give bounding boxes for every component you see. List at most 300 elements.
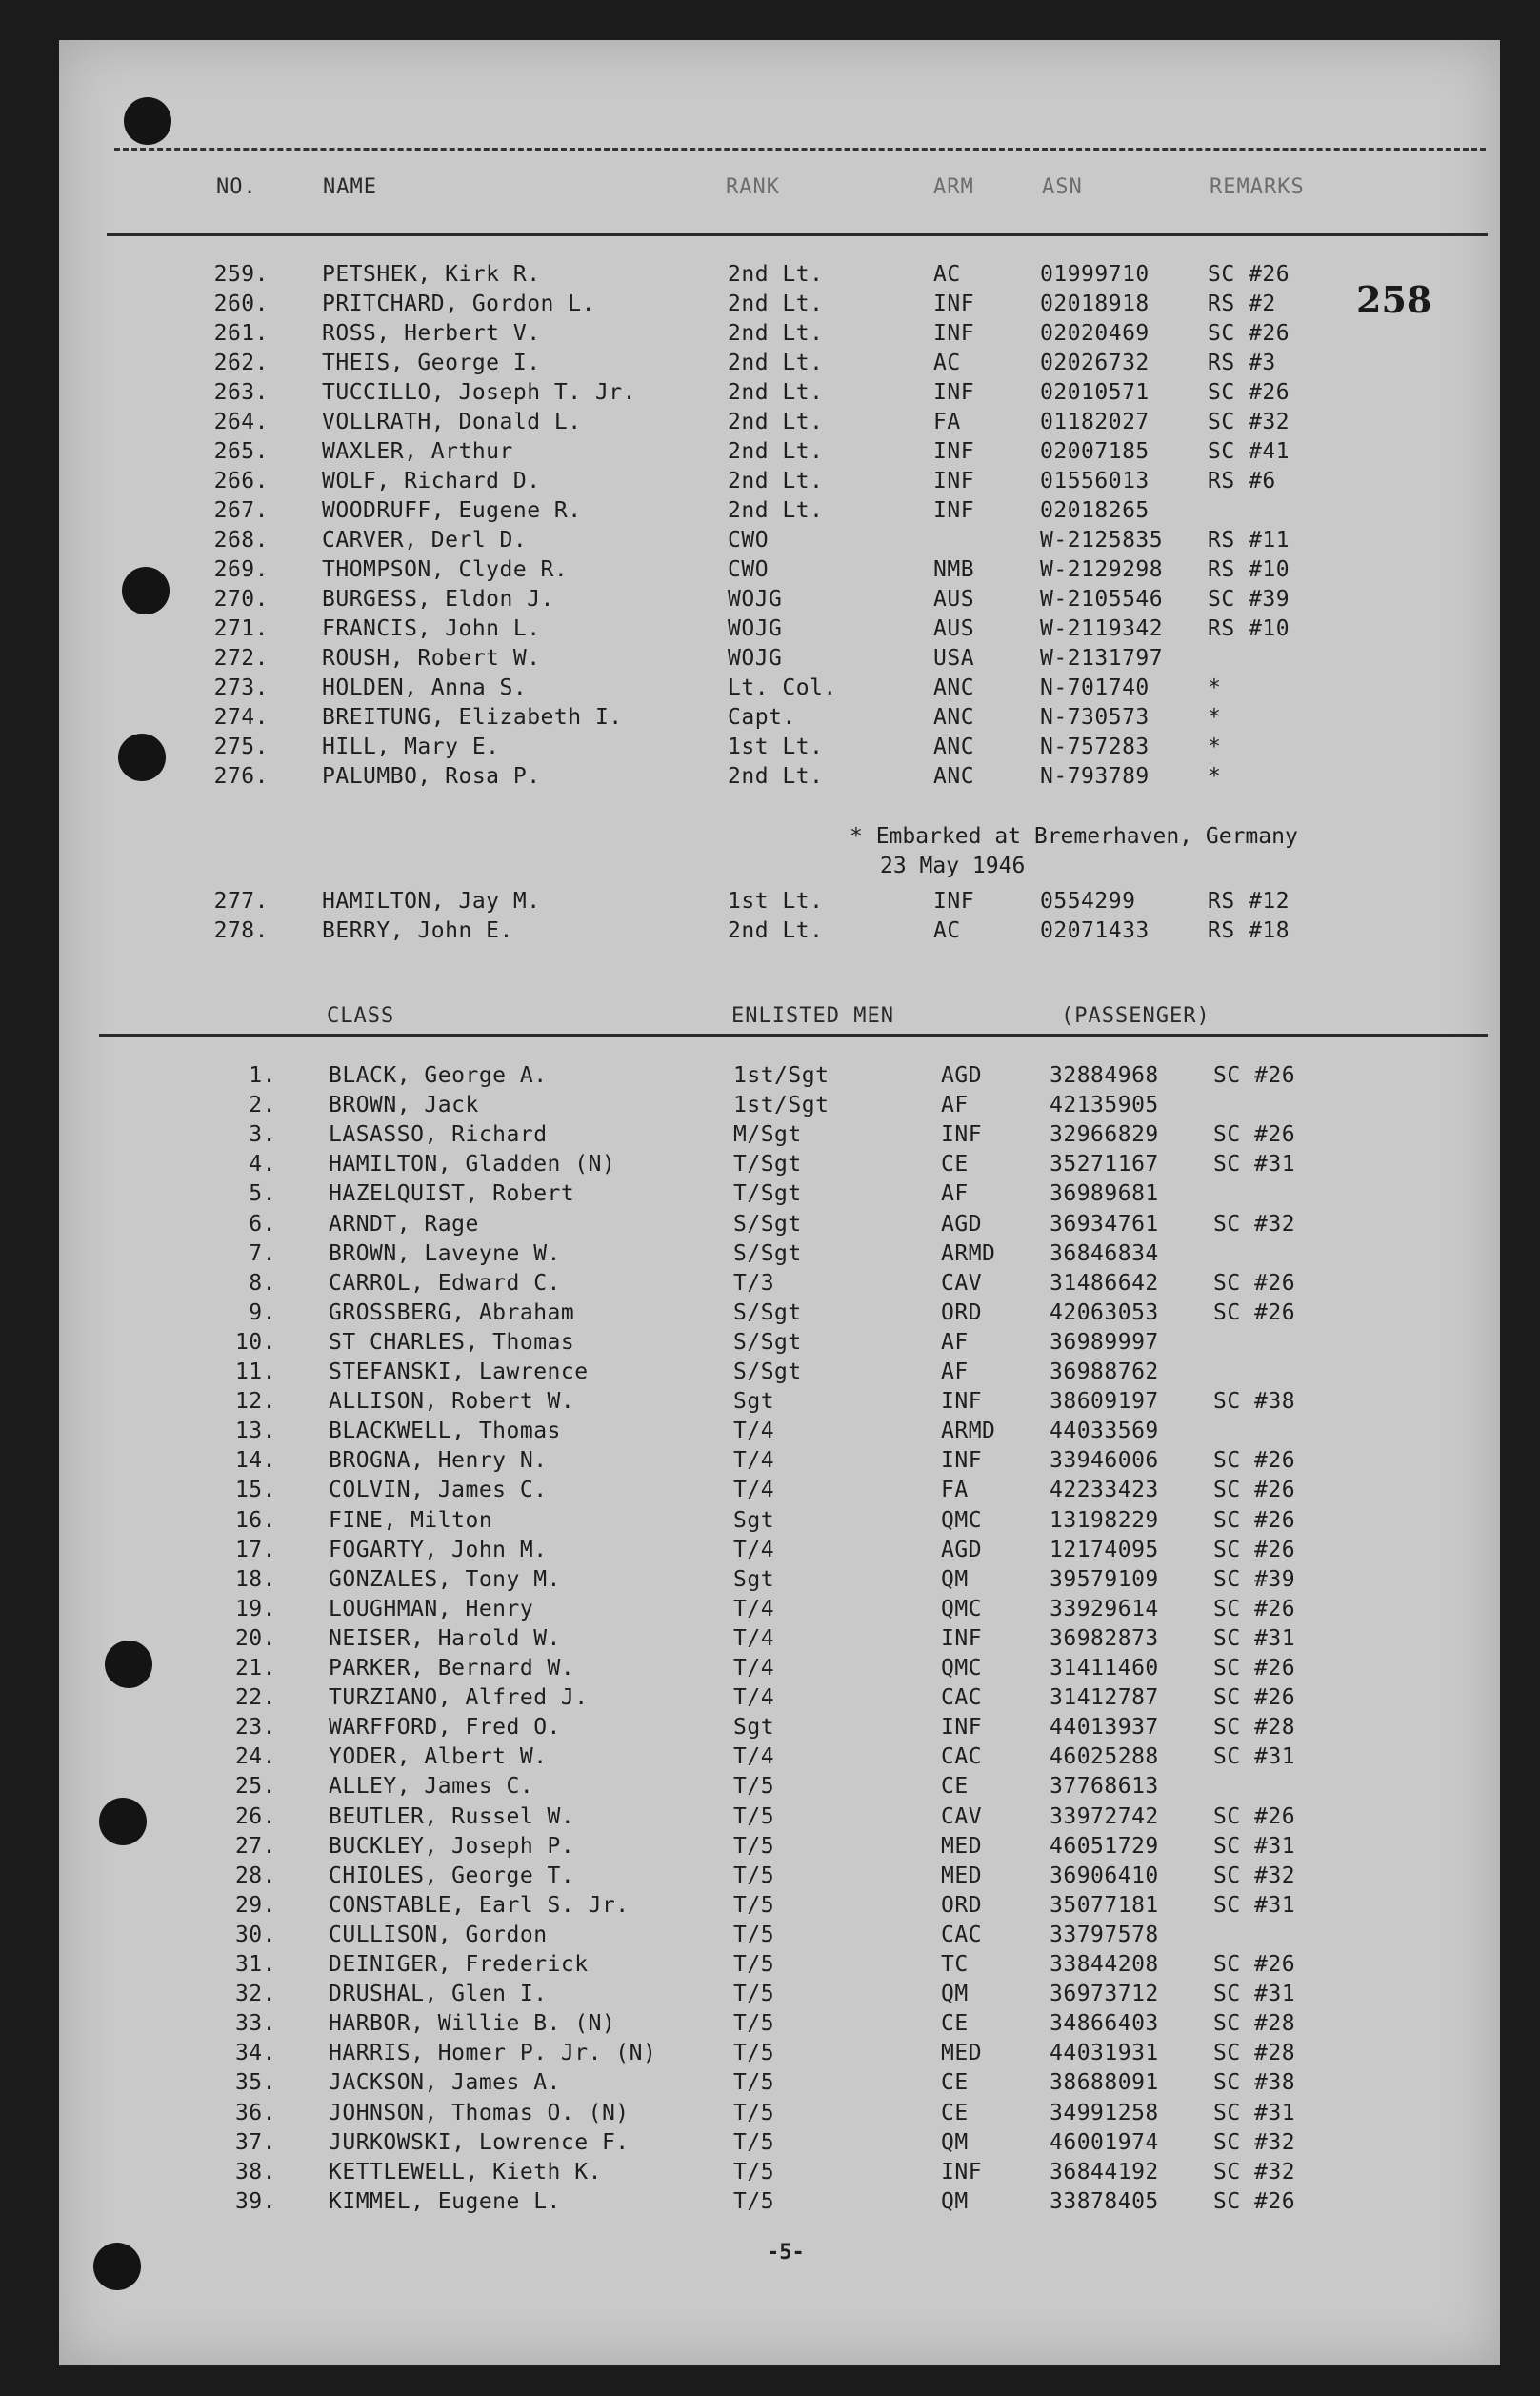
cell-no: 15. [234,1478,276,1503]
cell-name: BROWN, Jack [329,1093,479,1118]
cell-name: BROWN, Laveyne W. [329,1240,561,1266]
cell-arm: INF [933,439,975,464]
cell-name: ROSS, Herbert V. [322,321,541,346]
cell-no: 6. [249,1211,276,1237]
cell-arm: AF [941,1329,969,1355]
cell-rank: Sgt [733,1566,775,1592]
cell-arm: CE [941,1152,969,1178]
cell-remarks: SC #31 [1213,1833,1296,1859]
cell-rank: T/4 [733,1537,775,1562]
cell-asn: 01556013 [1040,469,1150,493]
table-row [59,1179,1488,1209]
cell-no: 23. [234,1715,276,1741]
cell-no: 14. [234,1448,276,1474]
cell-arm: QMC [941,1596,983,1621]
cell-asn: 02071433 [1040,918,1150,943]
cell-remarks: SC #31 [1213,1625,1296,1651]
cell-remarks: SC #41 [1208,439,1290,464]
table-row [59,319,1488,349]
cell-rank: 2nd Lt. [728,321,824,346]
cell-remarks: SC #38 [1213,1389,1296,1415]
cell-rank: WOJG [728,616,783,641]
cell-arm: CE [941,2011,969,2037]
cell-name: BLACKWELL, Thomas [329,1419,561,1444]
cell-name: HAMILTON, Jay M. [322,889,541,914]
cell-name: ST CHARLES, Thomas [329,1329,575,1355]
cell-asn: 33797578 [1050,1922,1159,1947]
cell-name: COLVIN, James C. [329,1478,548,1503]
cell-rank: Sgt [733,1715,775,1741]
cell-remarks: SC #32 [1208,410,1290,434]
cell-asn: N-793789 [1040,764,1150,789]
table-row [59,1506,1488,1536]
footnote-line-2: 23 May 1946 [880,854,1026,878]
col-header-arm: ARM [933,175,974,199]
col-header-rank: RANK [726,175,780,199]
cell-arm: AC [933,918,961,943]
cell-asn: W-2105546 [1040,587,1164,612]
table-row [59,1742,1488,1772]
cell-rank: T/5 [733,1803,775,1829]
cell-remarks: SC #26 [1208,262,1290,287]
cell-remarks: SC #26 [1213,1478,1296,1503]
cell-name: CULLISON, Gordon [329,1922,548,1947]
cell-remarks: SC #39 [1208,587,1290,612]
cell-arm: CAC [941,1685,983,1711]
cell-rank: Sgt [733,1507,775,1533]
cell-no: 262. [213,351,269,375]
cell-name: DEINIGER, Frederick [329,1952,589,1977]
cell-remarks: SC #26 [1213,1507,1296,1533]
cell-rank: T/4 [733,1478,775,1503]
cell-rank: 1st Lt. [728,889,824,914]
cell-no: 10. [234,1329,276,1355]
cell-asn: 13198229 [1050,1507,1159,1533]
cell-arm: AF [941,1359,969,1384]
table-row [59,1624,1488,1654]
cell-arm: ANC [933,735,975,759]
cell-name: ALLISON, Robert W. [329,1389,575,1415]
table-row [59,1150,1488,1179]
cell-arm: TC [941,1952,969,1977]
cell-arm: INF [933,292,975,316]
cell-arm: QMC [941,1507,983,1533]
cell-rank: S/Sgt [733,1329,802,1355]
cell-rank: T/5 [733,2159,775,2185]
cell-name: DRUSHAL, Glen I. [329,1982,548,2007]
cell-asn: 33929614 [1050,1596,1159,1621]
cell-rank: 1st/Sgt [733,1063,830,1088]
cell-asn: 38688091 [1050,2070,1159,2096]
cell-asn: 31411460 [1050,1656,1159,1681]
table-row [59,2128,1488,2158]
cell-rank: T/4 [733,1448,775,1474]
cell-asn: 31486642 [1050,1270,1159,1296]
cell-no: 2. [249,1093,276,1118]
cell-arm: AF [941,1181,969,1207]
cell-remarks: SC #26 [1213,1537,1296,1562]
cell-rank: S/Sgt [733,1359,802,1384]
cell-arm: INF [941,1448,983,1474]
cell-name: FINE, Milton [329,1507,493,1533]
cell-arm: CAV [941,1270,983,1296]
cell-rank: T/5 [733,1982,775,2007]
table-row [59,2158,1488,2187]
cell-name: ROUSH, Robert W. [322,646,541,671]
cell-rank: 2nd Lt. [728,764,824,789]
cell-asn: W-2119342 [1040,616,1164,641]
cell-name: CONSTABLE, Earl S. Jr. [329,1892,630,1918]
cell-name: TURZIANO, Alfred J. [329,1685,589,1711]
cell-remarks: SC #26 [1208,321,1290,346]
cell-name: HARBOR, Willie B. (N) [329,2011,616,2037]
cell-remarks: SC #26 [1213,1270,1296,1296]
cell-arm: QM [941,2188,969,2214]
table-row [59,1536,1488,1565]
cell-rank: T/5 [733,2188,775,2214]
cell-arm: ANC [933,705,975,730]
cell-remarks: SC #32 [1213,1862,1296,1888]
cell-name: VOLLRATH, Donald L. [322,410,582,434]
cell-no: 37. [234,2129,276,2155]
cell-name: PETSHEK, Kirk R. [322,262,541,287]
cell-no: 24. [234,1744,276,1770]
table-row [59,1891,1488,1921]
cell-no: 38. [234,2159,276,2185]
cell-no: 267. [213,498,269,523]
cell-arm: INF [933,498,975,523]
cell-remarks: SC #39 [1213,1566,1296,1592]
col-header-no: NO. [216,175,257,199]
cell-no: 31. [234,1952,276,1977]
cell-arm: FA [941,1478,969,1503]
table-row [59,1980,1488,2009]
cell-no: 16. [234,1507,276,1533]
cell-name: HOLDEN, Anna S. [322,675,528,700]
cell-name: ARNDT, Rage [329,1211,479,1237]
table-row [59,1239,1488,1269]
table-row [59,1328,1488,1358]
cell-remarks: SC #26 [1213,1952,1296,1977]
cell-remarks: SC #26 [1213,2188,1296,2214]
cell-arm: MED [941,1833,983,1859]
cell-remarks: SC #31 [1213,1982,1296,2007]
cell-name: GROSSBERG, Abraham [329,1299,575,1325]
cell-no: 276. [213,764,269,789]
cell-remarks: SC #26 [1213,1596,1296,1621]
cell-no: 259. [213,262,269,287]
table-row [59,437,1488,467]
table-row [59,1832,1488,1862]
cell-no: 12. [234,1389,276,1415]
cell-arm: ORD [941,1299,983,1325]
cell-no: 22. [234,1685,276,1711]
cell-arm: INF [933,889,975,914]
cell-rank: T/5 [733,1922,775,1947]
cell-arm: INF [941,1389,983,1415]
table-row [59,1654,1488,1683]
cell-rank: 2nd Lt. [728,410,824,434]
cell-no: 26. [234,1803,276,1829]
cell-rank: WOJG [728,646,783,671]
cell-no: 33. [234,2011,276,2037]
cell-arm: QMC [941,1656,983,1681]
cell-arm: AUS [933,616,975,641]
cell-name: CARVER, Derl D. [322,528,528,553]
cell-arm: CE [941,2100,969,2125]
cell-no: 271. [213,616,269,641]
cell-name: BEUTLER, Russel W. [329,1803,575,1829]
cell-no: 7. [249,1240,276,1266]
cell-arm: INF [933,380,975,405]
cell-no: 5. [249,1181,276,1207]
cell-name: WAXLER, Arthur [322,439,513,464]
cell-asn: 36989681 [1050,1181,1159,1207]
cell-no: 263. [213,380,269,405]
cell-asn: N-730573 [1040,705,1150,730]
cell-remarks: SC #28 [1213,2011,1296,2037]
cell-name: THOMPSON, Clyde R. [322,557,569,582]
table-row [59,555,1488,585]
cell-asn: 36844192 [1050,2159,1159,2185]
cell-asn: 46051729 [1050,1833,1159,1859]
cell-name: JACKSON, James A. [329,2070,561,2096]
cell-remarks: SC #32 [1213,2159,1296,2185]
cell-rank: T/4 [733,1625,775,1651]
cell-remarks: * [1208,675,1222,700]
cell-arm: USA [933,646,975,671]
table-row [59,1595,1488,1624]
cell-remarks: RS #10 [1208,616,1290,641]
cell-asn: 34866403 [1050,2011,1159,2037]
cell-no: 8. [249,1270,276,1296]
cell-asn: 44013937 [1050,1715,1159,1741]
table-row [59,290,1488,319]
cell-remarks: SC #38 [1213,2070,1296,2096]
cell-rank: Sgt [733,1389,775,1415]
table-row [59,378,1488,408]
cell-arm: ANC [933,764,975,789]
cell-asn: 36846834 [1050,1240,1159,1266]
cell-asn: W-2131797 [1040,646,1164,671]
cell-asn: 36982873 [1050,1625,1159,1651]
table-row [59,526,1488,555]
cell-arm: QM [941,2129,969,2155]
cell-rank: 2nd Lt. [728,351,824,375]
cell-name: ALLEY, James C. [329,1774,534,1800]
cell-rank: Lt. Col. [728,675,837,700]
table-row [59,703,1488,733]
cell-arm: AGD [941,1211,983,1237]
cell-asn: 38609197 [1050,1389,1159,1415]
cell-no: 13. [234,1419,276,1444]
cell-remarks: RS #2 [1208,292,1276,316]
table-row [59,2039,1488,2068]
cell-rank: 2nd Lt. [728,292,824,316]
table-row [59,2068,1488,2098]
cell-asn: 36906410 [1050,1862,1159,1888]
cell-asn: 36989997 [1050,1329,1159,1355]
table-row [59,260,1488,290]
cell-arm: MED [941,2041,983,2066]
cell-rank: T/Sgt [733,1152,802,1178]
cell-rank: T/5 [733,1774,775,1800]
cell-no: 36. [234,2100,276,2125]
cell-rank: 2nd Lt. [728,439,824,464]
cell-no: 270. [213,587,269,612]
enlisted-rule [99,1034,1488,1037]
table-row [59,1713,1488,1742]
cell-arm: INF [941,1625,983,1651]
table-row [59,916,1488,946]
cell-asn: 39579109 [1050,1566,1159,1592]
cell-asn: W-2129298 [1040,557,1164,582]
cell-name: BERRY, John E. [322,918,513,943]
cell-name: NEISER, Harold W. [329,1625,561,1651]
cell-asn: 33844208 [1050,1952,1159,1977]
cell-arm: AF [941,1093,969,1118]
table-row [59,1476,1488,1505]
cell-arm: CAC [941,1922,983,1947]
cell-name: PALUMBO, Rosa P. [322,764,541,789]
cell-rank: 2nd Lt. [728,918,824,943]
cell-remarks: SC #26 [1213,1656,1296,1681]
cell-no: 269. [213,557,269,582]
cell-arm: MED [941,1862,983,1888]
col-header-asn: ASN [1042,175,1083,199]
cell-asn: 44033569 [1050,1419,1159,1444]
cell-rank: T/3 [733,1270,775,1296]
cell-no: 264. [213,410,269,434]
cell-no: 9. [249,1299,276,1325]
footnote-line-1: * Embarked at Bremerhaven, Germany [850,824,1298,849]
cell-asn: 46001974 [1050,2129,1159,2155]
col-header-remarks: REMARKS [1210,175,1305,199]
cell-no: 34. [234,2041,276,2066]
cell-name: KETTLEWELL, Kieth K. [329,2159,602,2185]
cell-name: JURKOWSKI, Lowrence F. [329,2129,630,2155]
cell-rank: T/5 [733,1833,775,1859]
cell-asn: 46025288 [1050,1744,1159,1770]
cell-asn: 32966829 [1050,1122,1159,1148]
cell-asn: 33946006 [1050,1448,1159,1474]
cell-remarks: SC #31 [1213,1152,1296,1178]
cell-arm: INF [933,469,975,493]
cell-name: HAMILTON, Gladden (N) [329,1152,616,1178]
cell-arm: ANC [933,675,975,700]
table-row [59,887,1488,916]
cell-name: YODER, Albert W. [329,1744,548,1770]
cell-no: 273. [213,675,269,700]
cell-rank: T/4 [733,1685,775,1711]
table-row [59,1802,1488,1832]
cell-rank: Capt. [728,705,796,730]
cell-remarks: SC #26 [1213,1063,1296,1088]
cell-no: 17. [234,1537,276,1562]
cell-remarks: SC #32 [1213,2129,1296,2155]
cell-asn: 36934761 [1050,1211,1159,1237]
enlisted-men-header: ENLISTED MEN [731,1004,894,1028]
passenger-header: (PASSENGER) [1061,1004,1210,1028]
header-rule [107,233,1488,236]
cell-rank: WOJG [728,587,783,612]
cell-asn: 35271167 [1050,1152,1159,1178]
cell-name: BUCKLEY, Joseph P. [329,1833,575,1859]
cell-name: FRANCIS, John L. [322,616,541,641]
cell-rank: M/Sgt [733,1122,802,1148]
table-row [59,408,1488,437]
cell-rank: T/5 [733,2100,775,2125]
cell-remarks: SC #31 [1213,1892,1296,1918]
cell-rank: T/4 [733,1596,775,1621]
cell-arm: FA [933,410,961,434]
cell-name: WOLF, Richard D. [322,469,541,493]
cell-no: 277. [213,889,269,914]
cell-asn: 36988762 [1050,1359,1159,1384]
cell-asn: 36973712 [1050,1982,1159,2007]
top-dashed-rule [114,148,1486,151]
cell-rank: T/5 [733,2070,775,2096]
cell-remarks: SC #26 [1208,380,1290,405]
cell-remarks: SC #26 [1213,1685,1296,1711]
cell-rank: CWO [728,528,770,553]
cell-asn: 0554299 [1040,889,1136,914]
table-row [59,1358,1488,1387]
cell-rank: T/5 [733,2041,775,2066]
cell-remarks: SC #26 [1213,1803,1296,1829]
cell-rank: S/Sgt [733,1240,802,1266]
cell-arm: AGD [941,1063,983,1088]
cell-no: 275. [213,735,269,759]
cell-name: THEIS, George I. [322,351,541,375]
cell-name: KIMMEL, Eugene L. [329,2188,561,2214]
cell-name: FOGARTY, John M. [329,1537,548,1562]
table-row [59,1772,1488,1802]
table-row [59,1683,1488,1713]
cell-asn: 02018265 [1040,498,1150,523]
cell-remarks: SC #28 [1213,1715,1296,1741]
cell-rank: 1st Lt. [728,735,824,759]
table-row [59,1417,1488,1446]
cell-no: 29. [234,1892,276,1918]
cell-rank: 2nd Lt. [728,469,824,493]
table-row [59,1091,1488,1120]
cell-asn: 01182027 [1040,410,1150,434]
cell-remarks: SC #31 [1213,2100,1296,2125]
cell-asn: 44031931 [1050,2041,1159,2066]
table-row [59,585,1488,614]
cell-remarks: RS #6 [1208,469,1276,493]
cell-asn: 31412787 [1050,1685,1159,1711]
cell-no: 3. [249,1122,276,1148]
table-row [59,1950,1488,1980]
cell-remarks: SC #26 [1213,1448,1296,1474]
cell-no: 20. [234,1625,276,1651]
cell-name: LOUGHMAN, Henry [329,1596,534,1621]
cell-asn: 01999710 [1040,262,1150,287]
table-row [59,467,1488,496]
cell-rank: S/Sgt [733,1211,802,1237]
cell-name: WARFFORD, Fred O. [329,1715,561,1741]
cell-name: GONZALES, Tony M. [329,1566,561,1592]
cell-rank: T/4 [733,1419,775,1444]
cell-name: LASASSO, Richard [329,1122,548,1148]
cell-asn: 02007185 [1040,439,1150,464]
cell-asn: 33878405 [1050,2188,1159,2214]
cell-remarks: * [1208,705,1222,730]
cell-asn: 02026732 [1040,351,1150,375]
cell-remarks: RS #11 [1208,528,1290,553]
